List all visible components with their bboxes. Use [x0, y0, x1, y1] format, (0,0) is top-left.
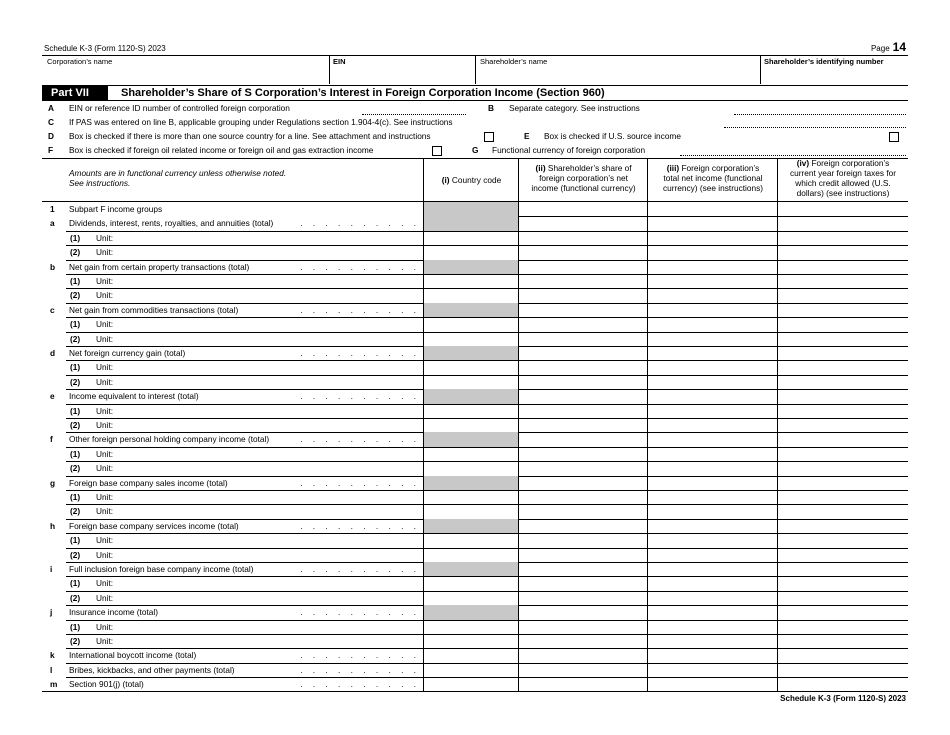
col-iii-header [648, 163, 778, 193]
line-label: Unit: [96, 621, 114, 632]
entry-cell[interactable] [519, 605, 647, 619]
line-e-text: Box is checked if U.S. source income [544, 131, 681, 141]
line-label: Unit: [96, 376, 114, 387]
line-label: Unit: [96, 420, 114, 430]
col-ii-header [519, 163, 648, 193]
line-label: Unit: [96, 290, 114, 301]
line-number: (1) [70, 319, 81, 330]
line-number: c [50, 304, 55, 315]
entry-cell[interactable] [648, 576, 777, 590]
line-d-text: Box is checked if there is more than one source country for a line. See attachment and instructions [69, 131, 431, 141]
amounts-note-line: Amounts are in functional currency unless otherwise noted. [69, 168, 287, 178]
line-number: (1) [70, 448, 81, 459]
entry-cell[interactable] [648, 634, 777, 648]
part-header [42, 86, 908, 100]
leader-dots: . . . . . . . . . . [300, 348, 420, 358]
shaded-cell [424, 432, 518, 446]
entry-cell[interactable] [519, 634, 647, 648]
entry-cell[interactable] [519, 432, 647, 446]
line-g-text: Functional currency of foreign corporation [492, 145, 646, 155]
entry-cell[interactable] [778, 303, 908, 317]
entry-cell[interactable] [519, 317, 647, 331]
leader-dots: . . . . . . . . . . [300, 520, 420, 531]
line-label: Unit: [96, 247, 114, 258]
line-label: Unit: [96, 592, 114, 603]
line-label: Unit: [96, 405, 114, 416]
line-label: Unit: [96, 549, 114, 560]
entry-cell[interactable] [424, 576, 518, 590]
entry-cell[interactable] [519, 490, 647, 504]
entry-cell[interactable] [519, 245, 647, 259]
line-label: Unit: [96, 636, 114, 646]
line-number: (1) [70, 276, 81, 286]
shaded-cell [424, 202, 518, 216]
shaded-cell [424, 605, 518, 619]
entry-cell[interactable] [424, 634, 518, 648]
entry-cell[interactable] [424, 360, 518, 374]
entry-cell[interactable] [519, 461, 647, 475]
line-number: (2) [70, 549, 81, 560]
leader-dots: . . . . . . . . . . [300, 564, 420, 574]
entry-cell[interactable] [778, 648, 908, 662]
line-label: Unit: [96, 276, 114, 286]
line-label: Insurance income (total) [69, 607, 159, 618]
entry-cell[interactable] [424, 591, 518, 605]
col-iv-header [778, 158, 908, 198]
shaded-cell [424, 519, 518, 533]
entry-cell[interactable] [519, 346, 647, 360]
line-d-checkbox[interactable] [484, 132, 494, 142]
entry-cell[interactable] [519, 360, 647, 374]
entry-cell[interactable] [778, 260, 908, 274]
entry-cell[interactable] [648, 317, 777, 331]
line-label: Full inclusion foreign base company income (total) [69, 564, 254, 574]
entry-cell[interactable] [519, 375, 647, 389]
line-number: (1) [70, 362, 81, 373]
entry-cell[interactable] [424, 490, 518, 504]
line-number: (2) [70, 592, 81, 603]
entry-cell[interactable] [648, 303, 777, 317]
line-label: Unit: [96, 362, 114, 373]
line-letter: D [48, 131, 54, 141]
line-label: Dividends, interest, rents, royalties, and annuities (total) [69, 218, 274, 229]
line-letter: C [48, 117, 54, 127]
leader-dots: . . . . . . . . . . [300, 261, 420, 272]
entry-cell[interactable] [648, 432, 777, 446]
entry-cell[interactable] [648, 447, 777, 461]
shaded-cell [424, 346, 518, 360]
entry-cell[interactable] [424, 461, 518, 475]
entry-cell[interactable] [778, 447, 908, 461]
entry-cell[interactable] [424, 274, 518, 288]
amounts-note [69, 168, 286, 188]
line-label: Unit: [96, 492, 114, 502]
rule [42, 100, 908, 101]
entry-cell[interactable] [778, 548, 908, 562]
entry-cell[interactable] [424, 677, 518, 691]
entry-cell[interactable] [424, 418, 518, 432]
line-a-text: EIN or reference ID number of controlled foreign corporation [69, 103, 290, 113]
col-label: Foreign corporation’s [811, 158, 890, 168]
line-label: Net foreign currency gain (total) [69, 348, 186, 358]
entry-cell[interactable] [519, 663, 647, 677]
line-number: (1) [70, 535, 81, 546]
shareholder-name-field[interactable]: Shareholder’s name [480, 57, 548, 66]
entry-cell[interactable] [648, 332, 777, 346]
entry-cell[interactable] [648, 605, 777, 619]
entry-cell[interactable] [519, 389, 647, 403]
line-label: Unit: [96, 319, 114, 330]
entry-cell[interactable] [424, 245, 518, 259]
line-label: Unit: [96, 232, 114, 243]
entry-cell[interactable] [648, 216, 777, 230]
entry-cell[interactable] [519, 447, 647, 461]
entry-cell[interactable] [778, 216, 908, 230]
entry-cell[interactable] [778, 317, 908, 331]
entry-cell[interactable] [648, 504, 777, 518]
entry-cell[interactable] [519, 677, 647, 691]
line-number: (2) [70, 506, 81, 517]
entry-cell[interactable] [648, 663, 777, 677]
line-number: b [50, 261, 56, 272]
line-g-input[interactable] [680, 155, 906, 156]
entry-cell[interactable] [648, 375, 777, 389]
line-number: g [50, 477, 56, 488]
col-label: Shareholder’s share of [547, 163, 632, 173]
entry-cell[interactable] [648, 591, 777, 605]
line-label: Subpart F income groups [69, 204, 163, 214]
leader-dots: . . . . . . . . . . [300, 679, 420, 690]
line-number: e [50, 391, 55, 402]
line-number: l [50, 664, 53, 675]
line-c-input[interactable] [724, 127, 906, 128]
entry-cell[interactable] [424, 533, 518, 547]
line-label: Bribes, kickbacks, and other payments (total) [69, 664, 235, 675]
line-label: Unit: [96, 448, 114, 459]
entry-cell[interactable] [519, 548, 647, 562]
entry-cell[interactable] [778, 576, 908, 590]
leader-dots: . . . . . . . . . . [300, 391, 420, 402]
entry-cell[interactable] [778, 620, 908, 634]
entry-cell[interactable] [424, 663, 518, 677]
line-label: Income equivalent to interest (total) [69, 391, 199, 402]
line-number: f [50, 434, 53, 445]
line-number: d [50, 348, 56, 358]
entry-cell[interactable] [648, 461, 777, 475]
entry-cell[interactable] [778, 476, 908, 490]
entry-cell[interactable] [778, 677, 908, 691]
line-b-input[interactable] [734, 114, 906, 115]
leader-dots: . . . . . . . . . . [300, 218, 420, 229]
line-label: Other foreign personal holding company income (total) [69, 434, 270, 445]
entry-cell[interactable] [778, 591, 908, 605]
entry-cell[interactable] [519, 591, 647, 605]
col-i-header [424, 175, 519, 185]
entry-cell[interactable] [778, 490, 908, 504]
entry-cell[interactable] [778, 231, 908, 245]
divider [329, 56, 330, 84]
form-footer-id: Schedule K-3 (Form 1120-S) 2023 [780, 694, 906, 703]
entry-cell[interactable] [778, 288, 908, 302]
entry-cell[interactable] [519, 303, 647, 317]
bottom-rule [42, 691, 908, 692]
entry-cell[interactable] [424, 447, 518, 461]
line-label: Foreign base company services income (total) [69, 520, 239, 531]
line-label: Unit: [96, 578, 114, 589]
col-num: (iv) [796, 158, 810, 168]
line-label: Unit: [96, 535, 114, 546]
line-number: h [50, 520, 56, 531]
line-label: Unit: [96, 463, 114, 474]
line-label: Unit: [96, 506, 114, 517]
entry-cell[interactable] [519, 576, 647, 590]
form-header-id: Schedule K-3 (Form 1120-S) 2023 [44, 44, 166, 53]
shaded-cell [424, 303, 518, 317]
entry-cell[interactable] [648, 620, 777, 634]
entry-cell[interactable] [778, 432, 908, 446]
line-number: (2) [70, 636, 81, 646]
entry-cell[interactable] [648, 260, 777, 274]
col-num: (i) [441, 175, 450, 185]
line-label: International boycott income (total) [69, 650, 197, 661]
entry-cell[interactable] [648, 648, 777, 662]
entry-cell[interactable] [648, 346, 777, 360]
entry-cell[interactable] [778, 634, 908, 648]
entry-cell[interactable] [424, 620, 518, 634]
line-c-text: If PAS was entered on line B, applicable grouping under Regulations section 1.904-4(c). See instructions [69, 117, 453, 127]
entry-cell[interactable] [778, 332, 908, 346]
shaded-cell [424, 260, 518, 274]
line-number: (2) [70, 376, 81, 387]
entry-cell[interactable] [648, 404, 777, 418]
line-letter: E [524, 131, 530, 141]
line-e-checkbox[interactable] [889, 132, 899, 142]
col-label: which credit allowed (U.S. [795, 178, 891, 188]
entry-cell[interactable] [648, 418, 777, 432]
leader-dots: . . . . . . . . . . [300, 477, 420, 488]
col-label: income (functional currency) [531, 183, 636, 193]
line-number: (1) [70, 232, 81, 243]
amounts-note-line: See instructions. [69, 178, 131, 188]
entry-cell[interactable] [648, 231, 777, 245]
line-number: a [50, 218, 55, 229]
entry-cell[interactable] [519, 418, 647, 432]
entry-cell[interactable] [519, 274, 647, 288]
ein-field[interactable]: EIN [333, 57, 346, 66]
line-number: (2) [70, 290, 81, 301]
entry-cell[interactable] [648, 476, 777, 490]
shareholder-id-field[interactable]: Shareholder’s identifying number [764, 57, 884, 66]
line-letter: A [48, 103, 54, 113]
line-f-text: Box is checked if foreign oil related income or foreign oil and gas extraction income [69, 145, 374, 155]
entry-cell[interactable] [424, 288, 518, 302]
entry-cell[interactable] [519, 260, 647, 274]
line-number: 1 [50, 204, 55, 214]
entry-cell[interactable] [424, 504, 518, 518]
col-num: (iii) [666, 163, 680, 173]
entry-cell[interactable] [648, 490, 777, 504]
entry-cell[interactable] [424, 375, 518, 389]
entry-cell[interactable] [519, 562, 647, 576]
divider [475, 56, 476, 84]
entry-cell[interactable] [778, 504, 908, 518]
entry-cell[interactable] [778, 519, 908, 533]
leader-dots: . . . . . . . . . . [300, 664, 420, 675]
entry-cell[interactable] [778, 274, 908, 288]
line-number: k [50, 650, 55, 661]
leader-dots: . . . . . . . . . . [300, 304, 420, 315]
col-label: dollars) (see instructions) [796, 188, 890, 198]
shaded-cell [424, 562, 518, 576]
leader-dots: . . . . . . . . . . [300, 434, 420, 445]
entry-cell[interactable] [648, 274, 777, 288]
line-letter: F [48, 145, 54, 155]
entry-cell[interactable] [424, 332, 518, 346]
line-number: i [50, 564, 53, 574]
col-label: Foreign corporation’s [681, 163, 760, 173]
page-label: Page [870, 44, 890, 53]
line-number: j [50, 607, 53, 618]
line-number: (1) [70, 492, 81, 502]
line-number: (1) [70, 405, 81, 416]
line-number: m [50, 679, 58, 690]
shaded-cell [424, 216, 518, 230]
line-number: (2) [70, 333, 81, 344]
col-label: total net income (functional [663, 173, 763, 183]
col-i-label: Country code [451, 175, 502, 185]
entry-cell[interactable] [519, 533, 647, 547]
line-number: (1) [70, 578, 81, 589]
entry-cell[interactable] [778, 418, 908, 432]
entry-cell[interactable] [648, 533, 777, 547]
line-label: Section 901(j) (total) [69, 679, 144, 690]
divider [760, 56, 761, 84]
entry-cell[interactable] [778, 245, 908, 259]
entry-cell[interactable] [424, 317, 518, 331]
entry-cell[interactable] [778, 461, 908, 475]
entry-cell[interactable] [648, 677, 777, 691]
entry-cell[interactable] [519, 231, 647, 245]
line-letter: B [488, 103, 494, 113]
entry-cell[interactable] [519, 404, 647, 418]
entry-cell[interactable] [778, 605, 908, 619]
col-num: (ii) [535, 163, 546, 173]
entry-cell[interactable] [424, 548, 518, 562]
entry-cell[interactable] [648, 562, 777, 576]
entry-cell[interactable] [424, 648, 518, 662]
part-title: Shareholder’s Share of S Corporation’s Interest in Foreign Corporation Income (Section 960) [121, 87, 605, 99]
col-label: current year foreign taxes for [789, 168, 897, 178]
entry-cell[interactable] [778, 346, 908, 360]
line-number: (2) [70, 420, 81, 430]
entry-cell[interactable] [648, 360, 777, 374]
line-f-checkbox[interactable] [432, 146, 442, 156]
entry-cell[interactable] [519, 288, 647, 302]
shaded-cell [424, 476, 518, 490]
entry-cell[interactable] [519, 504, 647, 518]
leader-dots: . . . . . . . . . . [300, 607, 420, 618]
col-label: foreign corporation’s net [539, 173, 628, 183]
line-label: Net gain from commodities transactions (total) [69, 304, 239, 315]
line-letter: G [472, 145, 479, 155]
entry-cell[interactable] [648, 519, 777, 533]
entry-cell[interactable] [424, 404, 518, 418]
entry-cell[interactable] [648, 288, 777, 302]
corporation-name-field[interactable]: Corporation’s name [47, 57, 113, 66]
entry-cell[interactable] [778, 375, 908, 389]
line-b-text: Separate category. See instructions [509, 103, 640, 113]
entry-cell[interactable] [648, 548, 777, 562]
entry-cell[interactable] [519, 648, 647, 662]
page-number-value: 14 [892, 40, 906, 54]
entry-cell[interactable] [778, 360, 908, 374]
entry-cell[interactable] [778, 562, 908, 576]
part-label: Part VII [42, 86, 108, 100]
entry-cell[interactable] [648, 245, 777, 259]
entry-cell[interactable] [778, 404, 908, 418]
entry-cell[interactable] [648, 389, 777, 403]
entry-cell[interactable] [424, 231, 518, 245]
page-number [871, 40, 906, 54]
line-number: (2) [70, 463, 81, 474]
shaded-cell [424, 389, 518, 403]
entry-cell[interactable] [519, 332, 647, 346]
entry-cell[interactable] [778, 389, 908, 403]
entry-cell[interactable] [519, 476, 647, 490]
entry-cell[interactable] [519, 216, 647, 230]
col-label: currency) (see instructions) [662, 183, 764, 193]
entry-cell[interactable] [519, 519, 647, 533]
line-label: Unit: [96, 333, 114, 344]
line-number: (1) [70, 621, 81, 632]
line-label: Foreign base company sales income (total) [69, 477, 228, 488]
line-number: (2) [70, 247, 81, 258]
leader-dots: . . . . . . . . . . [300, 650, 420, 661]
line-label: Net gain from certain property transactions (total) [69, 261, 250, 272]
entry-cell[interactable] [519, 620, 647, 634]
entry-cell[interactable] [778, 533, 908, 547]
line-a-input[interactable] [362, 114, 466, 115]
entry-cell[interactable] [778, 663, 908, 677]
